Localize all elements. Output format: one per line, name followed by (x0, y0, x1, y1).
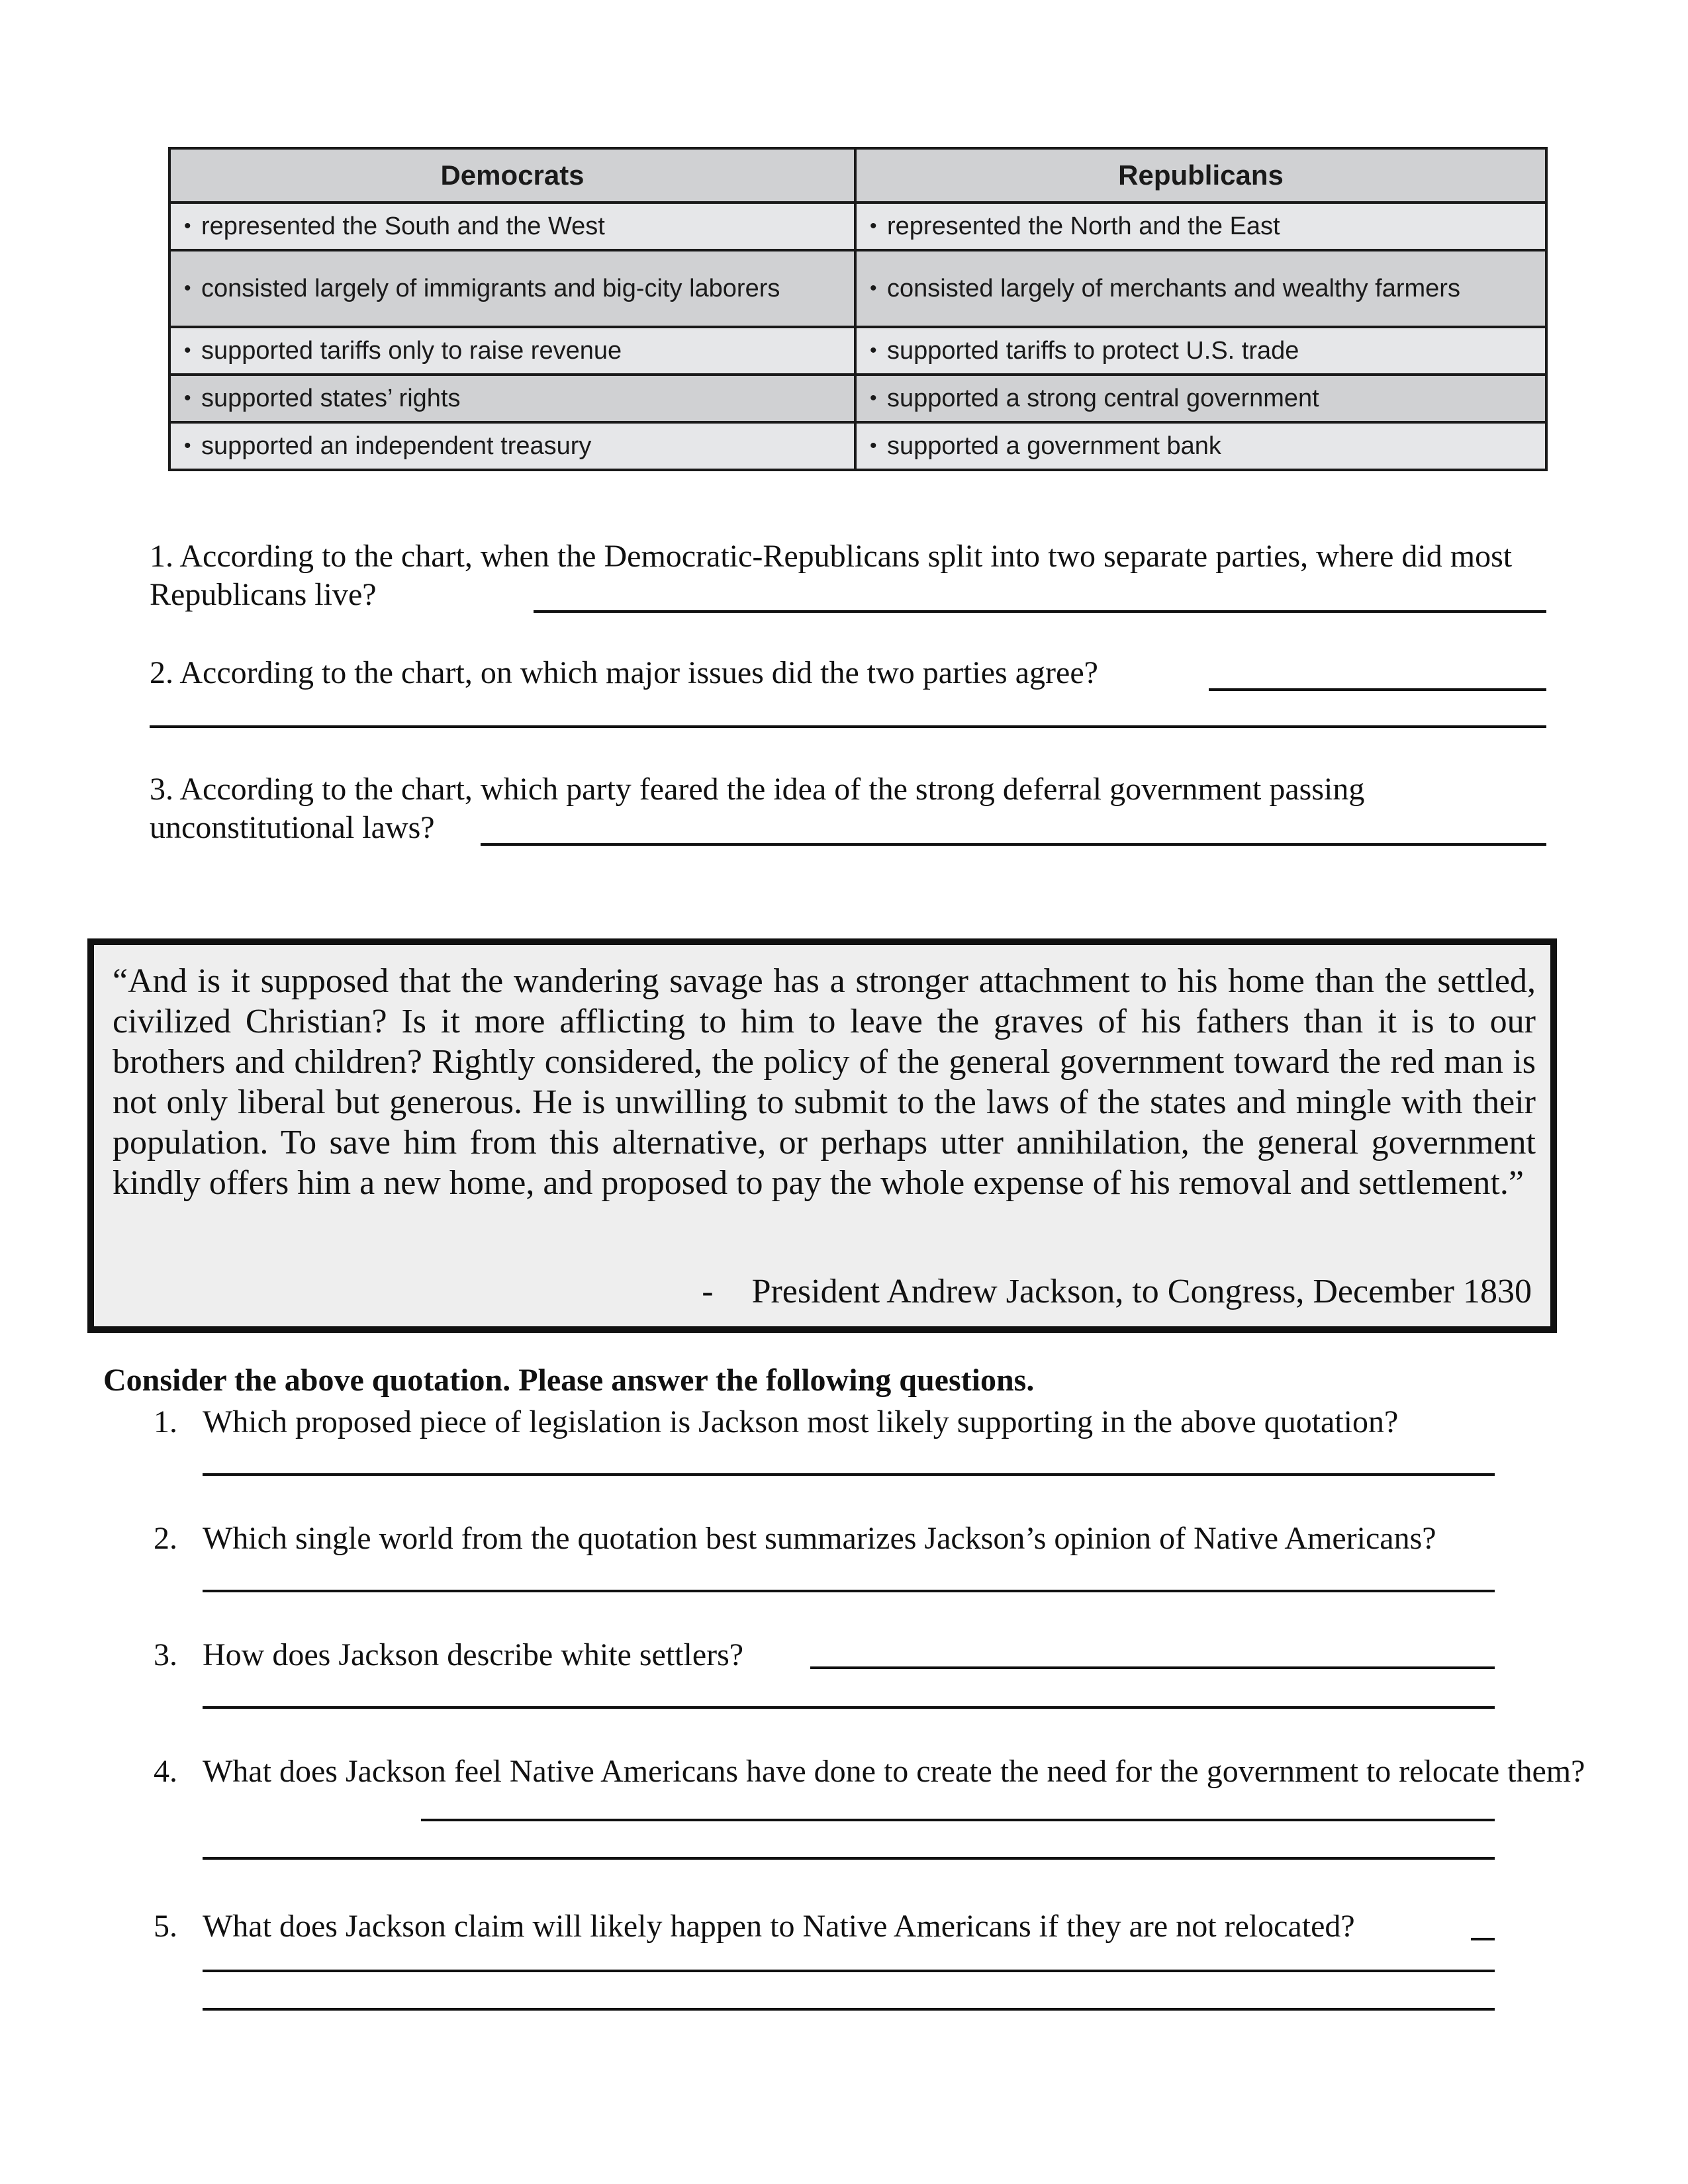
answer-line[interactable] (203, 1590, 1495, 1592)
bullet-icon: • (870, 277, 877, 299)
question-text: According to the chart, which party feared the idea of the strong deferral government passing unconstitutional laws? (150, 772, 1365, 845)
table-row (169, 327, 1546, 375)
bullet-icon: • (184, 435, 191, 457)
answer-line[interactable] (203, 1970, 1495, 1972)
attribution-text: President Andrew Jackson, to Congress, December 1830 (751, 1273, 1532, 1310)
question-number: 3. (150, 772, 173, 807)
bullet-icon: • (870, 215, 877, 237)
cell-text: consisted largely of merchants and wealthy farmers (887, 275, 1460, 302)
bullet-icon: • (870, 340, 877, 361)
question-text: What does Jackson feel Native Americans have done to create the need for the government to relocate them? (203, 1754, 1585, 1789)
quotation-text: “And is it supposed that the wandering savage has a stronger attachment to his home than the settled, civilized Christian? Is it more afflicting to him to leave the graves of his fathers than it is to our brothers and children? Rightly considered, the policy of the general government toward the red man is not only liberal but generous. He is unwilling to submit to the laws of the states and mingle with their population. To save him from this alternative, or perhaps utter annihilation, the general government kindly offers him a new home, and proposed to pay the whole expense of his removal and settlement.” (113, 962, 1536, 1202)
republicans-cell (855, 203, 1546, 250)
republicans-cell (855, 422, 1546, 470)
bullet-icon: • (184, 340, 191, 361)
republicans-cell (855, 250, 1546, 327)
chart-question-1 (150, 537, 1546, 614)
question-text: How does Jackson describe white settlers? (203, 1637, 744, 1672)
answer-line[interactable] (481, 843, 1546, 846)
quotation-box (87, 938, 1557, 1333)
question-text: According to the chart, when the Democratic-Republicans split into two separate parties, where did most Republicans live? (150, 539, 1513, 612)
bullet-icon: • (870, 387, 877, 409)
democrats-cell (169, 327, 855, 375)
header-republicans: Republicans (855, 148, 1546, 203)
cell-text: supported tariffs to protect U.S. trade (887, 337, 1299, 365)
cell-text: supported a strong central government (887, 385, 1319, 412)
answer-line[interactable] (1471, 1938, 1495, 1940)
table-header-row (169, 148, 1546, 203)
democrats-cell (169, 375, 855, 422)
answer-line[interactable] (150, 725, 1546, 728)
attribution-dash: - (702, 1273, 714, 1310)
question-number: 2. (150, 655, 173, 690)
question-number: 3. (154, 1637, 177, 1672)
republicans-cell (855, 327, 1546, 375)
question-text: Which proposed piece of legislation is Jackson most likely supporting in the above quotation? (203, 1404, 1399, 1439)
cell-text: supported states’ rights (201, 385, 461, 412)
answer-line[interactable] (421, 1819, 1495, 1821)
table-row (169, 203, 1546, 250)
chart-question-3 (150, 770, 1546, 847)
answer-line[interactable] (203, 1473, 1495, 1476)
instructions-heading: Consider the above quotation. Please answer the following questions. (103, 1363, 1035, 1398)
cell-text: supported tariffs only to raise revenue (201, 337, 622, 365)
chart-question-2 (150, 654, 1546, 692)
answer-line[interactable] (203, 1706, 1495, 1709)
answer-line[interactable] (203, 2008, 1495, 2011)
answer-line[interactable] (534, 610, 1546, 613)
cell-text: supported a government bank (887, 432, 1221, 460)
cell-text: represented the South and the West (201, 212, 605, 240)
republicans-cell (855, 375, 1546, 422)
cell-text: represented the North and the East (887, 212, 1280, 240)
question-number: 2. (154, 1521, 177, 1556)
question-number: 1. (154, 1404, 177, 1439)
question-text: Which single world from the quotation best summarizes Jackson’s opinion of Native Americans? (203, 1521, 1436, 1556)
cell-text: supported an independent treasury (201, 432, 592, 460)
question-number: 1. (150, 539, 173, 574)
democrats-cell (169, 422, 855, 470)
question-number: 5. (154, 1909, 177, 1944)
table-row (169, 250, 1546, 327)
democrats-cell (169, 250, 855, 327)
table-row (169, 375, 1546, 422)
bullet-icon: • (184, 387, 191, 409)
bullet-icon: • (184, 215, 191, 237)
answer-line[interactable] (810, 1666, 1495, 1669)
party-comparison-table (168, 147, 1548, 471)
cell-text: consisted largely of immigrants and big-city laborers (201, 275, 780, 302)
header-democrats: Democrats (169, 148, 855, 203)
quotation-attribution (702, 1272, 1532, 1312)
question-text: According to the chart, on which major issues did the two parties agree? (179, 655, 1098, 690)
bullet-icon: • (870, 435, 877, 457)
question-number: 4. (154, 1754, 177, 1789)
question-text: What does Jackson claim will likely happen to Native Americans if they are not relocated? (203, 1909, 1355, 1944)
table-row (169, 422, 1546, 470)
bullet-icon: • (184, 277, 191, 299)
democrats-cell (169, 203, 855, 250)
answer-line[interactable] (1209, 688, 1546, 691)
answer-line[interactable] (203, 1857, 1495, 1860)
